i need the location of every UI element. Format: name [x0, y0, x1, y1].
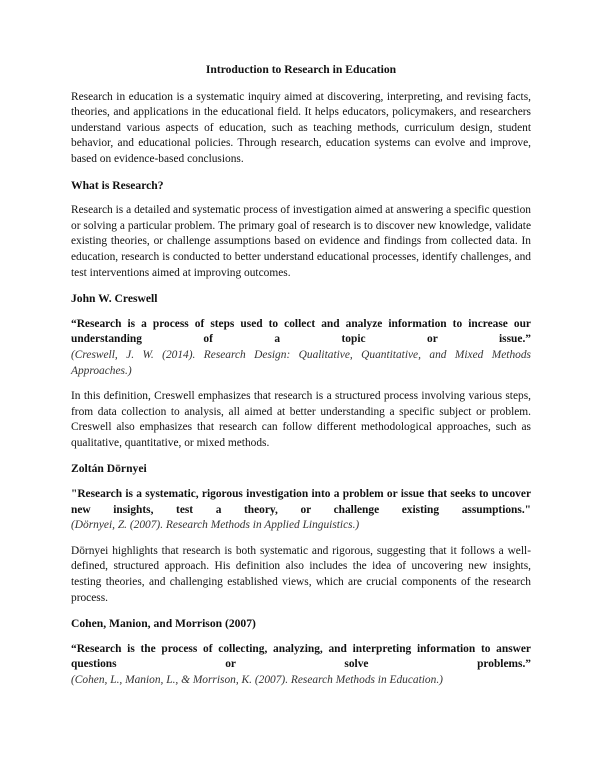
dornyei-commentary: Dörnyei highlights that research is both systematic and rigorous, suggesting that it follows a well-defined, structured approach. His definition also includes the idea of uncovering new insights, testing theories, and challenging established views, which are crucial components of the research process.	[71, 544, 531, 604]
intro-paragraph: Research in education is a systematic inquiry aimed at discovering, interpreting, and revising facts, theories, and applications in the educational field. It helps educators, policymakers, and researchers understand various aspects of education, such as teaching methods, curriculum design, student behavior, and educational policies. Through research, education systems can evolve and improve, based on evidence-based conclusions.	[71, 90, 531, 165]
dornyei-quote-block	[71, 487, 531, 534]
section-heading-creswell: John W. Creswell	[71, 292, 158, 306]
dornyei-citation: (Dörnyei, Z. (2007). Research Methods in Applied Linguistics.)	[71, 519, 360, 532]
creswell-commentary: In this definition, Creswell emphasizes that research is a structured process involving various steps, from data collection to analysis, all aimed at better understanding a specific subject or problem. Creswell also emphasizes that research can follow different methodological approaches, such as qualitative, quantitative, or mixed methods.	[71, 390, 531, 449]
cohen-quote: “Research is the process of collecting, analyzing, and interpreting information to answer questions or solve problems.”	[71, 642, 531, 671]
document-title: Introduction to Research in Education	[205, 63, 397, 76]
section-heading-cohen: Cohen, Manion, and Morrison (2007)	[71, 617, 256, 631]
what-is-research-paragraph: Research is a detailed and systematic process of investigation aimed at answering a specific question or solving a particular problem. The primary goal of research is to discover new knowledge, validate existing theories, or challenge assumptions based on evidence and findings from collected data. In education, research is conducted to better understand educational processes, identify challenges, and test interventions aimed at improving outcomes.	[71, 204, 531, 279]
dornyei-quote: "Research is a systematic, rigorous investigation into a problem or issue that seeks to uncover new insights, test a theory, or challenge existing assumptions."	[71, 488, 531, 516]
creswell-quote-block	[71, 317, 531, 379]
section-heading-what-is-research: What is Research?	[71, 178, 164, 192]
document-page	[71, 62, 531, 699]
cohen-quote-block	[71, 642, 531, 689]
cohen-citation: (Cohen, L., Manion, L., & Morrison, K. (2007). Research Methods in Education.)	[71, 674, 443, 686]
creswell-quote: “Research is a process of steps used to collect and analyze information to increase our understanding of a topic or issue.”	[71, 317, 531, 346]
creswell-citation: (Creswell, J. W. (2014). Research Design: Qualitative, Quantitative, and Mixed Methods Approaches.)	[71, 348, 531, 377]
section-heading-dornyei: Zoltán Dörnyei	[71, 462, 147, 476]
